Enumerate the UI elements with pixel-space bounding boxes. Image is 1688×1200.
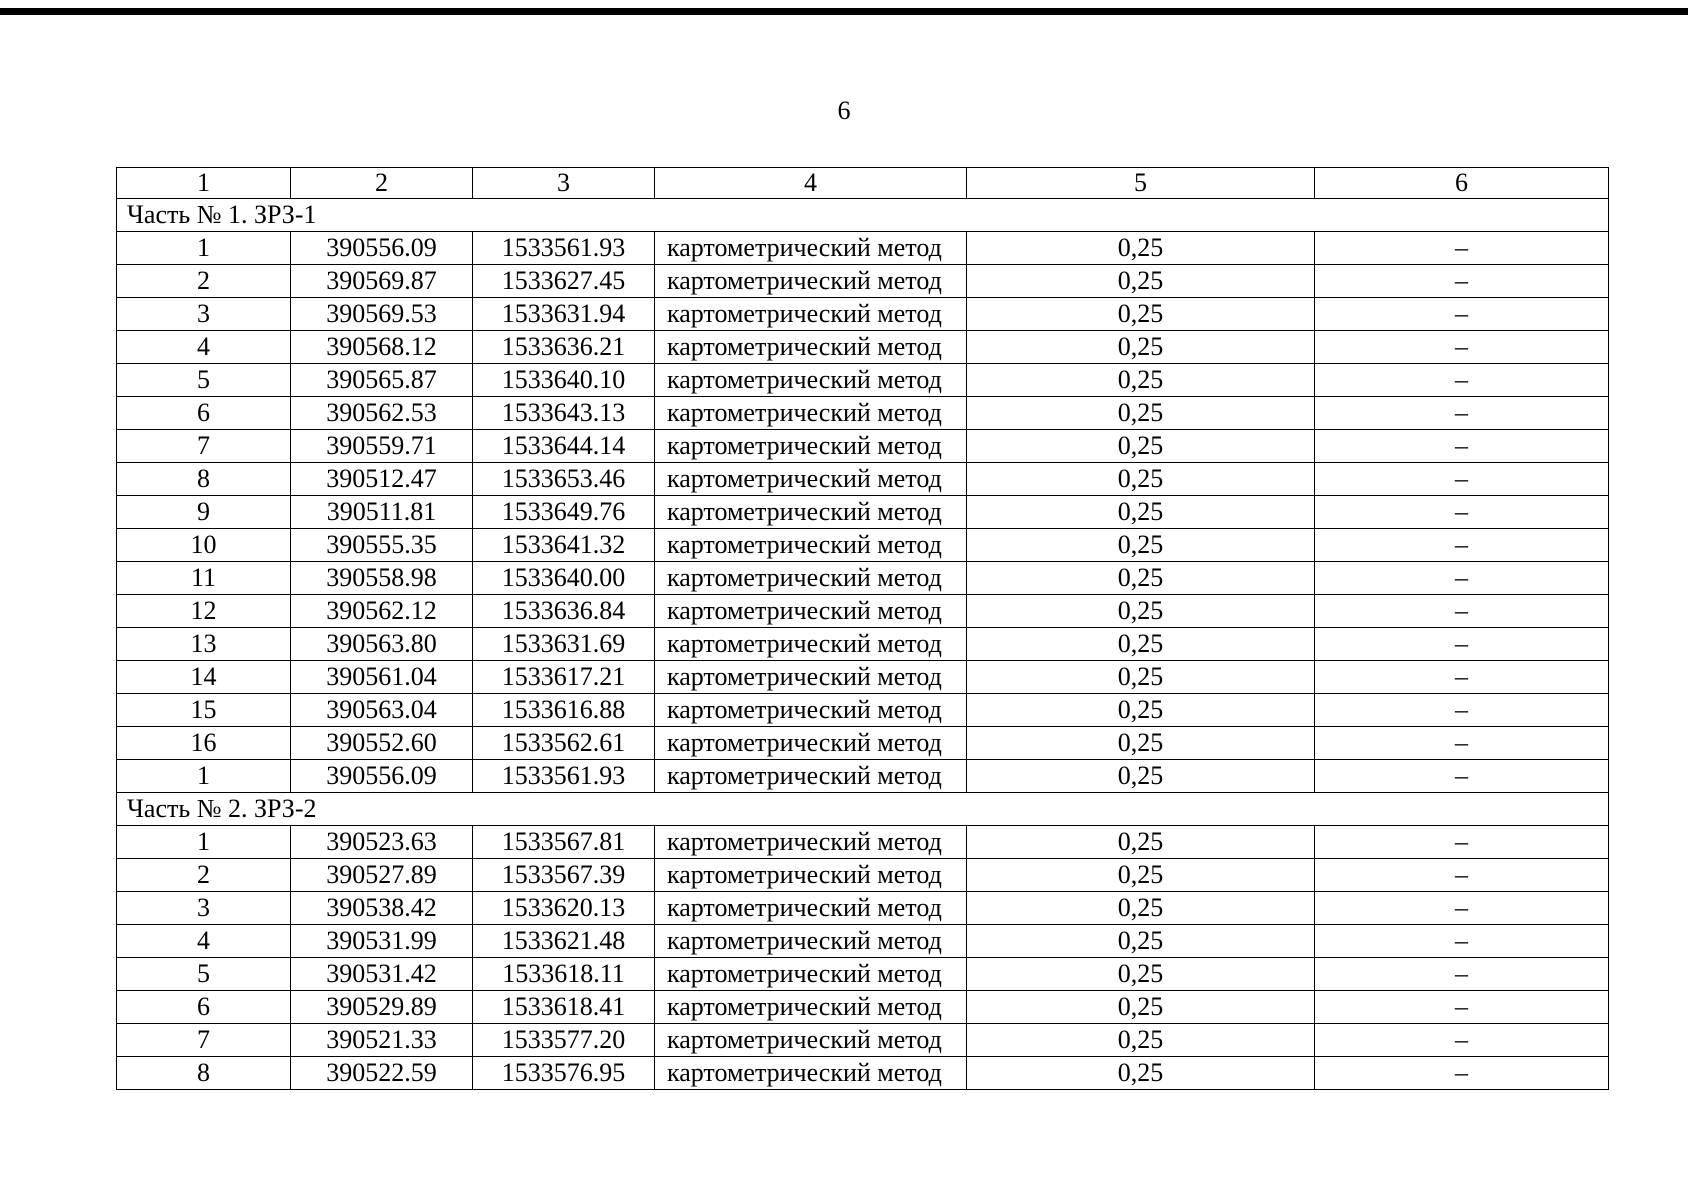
x-coordinate-cell: 390565.87 (291, 364, 473, 397)
accuracy-cell: 0,25 (967, 298, 1315, 331)
y-coordinate-cell: 1533618.11 (473, 958, 655, 991)
notes-cell: – (1315, 628, 1609, 661)
point-number-cell: 11 (117, 562, 291, 595)
x-coordinate-cell: 390562.53 (291, 397, 473, 430)
column-header: 5 (967, 168, 1315, 199)
method-cell: картометрический метод (655, 760, 967, 793)
method-cell: картометрический метод (655, 265, 967, 298)
point-number-cell: 6 (117, 397, 291, 430)
x-coordinate-cell: 390568.12 (291, 331, 473, 364)
notes-cell: – (1315, 463, 1609, 496)
y-coordinate-cell: 1533562.61 (473, 727, 655, 760)
accuracy-cell: 0,25 (967, 628, 1315, 661)
table-row (117, 232, 1609, 265)
notes-cell: – (1315, 892, 1609, 925)
notes-cell: – (1315, 331, 1609, 364)
point-number-cell: 7 (117, 1024, 291, 1057)
table-row (117, 859, 1609, 892)
point-number-cell: 12 (117, 595, 291, 628)
column-header: 1 (117, 168, 291, 199)
y-coordinate-cell: 1533653.46 (473, 463, 655, 496)
table-row (117, 298, 1609, 331)
coordinates-table (116, 167, 1609, 1090)
method-cell: картометрический метод (655, 958, 967, 991)
accuracy-cell: 0,25 (967, 859, 1315, 892)
y-coordinate-cell: 1533644.14 (473, 430, 655, 463)
accuracy-cell: 0,25 (967, 694, 1315, 727)
x-coordinate-cell: 390529.89 (291, 991, 473, 1024)
y-coordinate-cell: 1533616.88 (473, 694, 655, 727)
method-cell: картометрический метод (655, 430, 967, 463)
x-coordinate-cell: 390511.81 (291, 496, 473, 529)
x-coordinate-cell: 390522.59 (291, 1057, 473, 1090)
method-cell: картометрический метод (655, 397, 967, 430)
table-row (117, 1024, 1609, 1057)
notes-cell: – (1315, 364, 1609, 397)
method-cell: картометрический метод (655, 661, 967, 694)
y-coordinate-cell: 1533643.13 (473, 397, 655, 430)
accuracy-cell: 0,25 (967, 397, 1315, 430)
method-cell: картометрический метод (655, 232, 967, 265)
point-number-cell: 2 (117, 859, 291, 892)
table-row (117, 265, 1609, 298)
y-coordinate-cell: 1533618.41 (473, 991, 655, 1024)
method-cell: картометрический метод (655, 925, 967, 958)
x-coordinate-cell: 390563.04 (291, 694, 473, 727)
point-number-cell: 15 (117, 694, 291, 727)
notes-cell: – (1315, 529, 1609, 562)
method-cell: картометрический метод (655, 694, 967, 727)
method-cell: картометрический метод (655, 595, 967, 628)
x-coordinate-cell: 390531.42 (291, 958, 473, 991)
notes-cell: – (1315, 859, 1609, 892)
x-coordinate-cell: 390555.35 (291, 529, 473, 562)
y-coordinate-cell: 1533640.10 (473, 364, 655, 397)
table-row (117, 364, 1609, 397)
y-coordinate-cell: 1533636.21 (473, 331, 655, 364)
column-header: 4 (655, 168, 967, 199)
point-number-cell: 4 (117, 331, 291, 364)
method-cell: картометрический метод (655, 496, 967, 529)
table-row (117, 1057, 1609, 1090)
table-row (117, 529, 1609, 562)
point-number-cell: 8 (117, 1057, 291, 1090)
point-number-cell: 7 (117, 430, 291, 463)
y-coordinate-cell: 1533576.95 (473, 1057, 655, 1090)
accuracy-cell: 0,25 (967, 595, 1315, 628)
method-cell: картометрический метод (655, 859, 967, 892)
point-number-cell: 1 (117, 760, 291, 793)
x-coordinate-cell: 390556.09 (291, 760, 473, 793)
method-cell: картометрический метод (655, 529, 967, 562)
accuracy-cell: 0,25 (967, 265, 1315, 298)
accuracy-cell: 0,25 (967, 331, 1315, 364)
table-row (117, 760, 1609, 793)
point-number-cell: 10 (117, 529, 291, 562)
method-cell: картометрический метод (655, 562, 967, 595)
notes-cell: – (1315, 232, 1609, 265)
accuracy-cell: 0,25 (967, 760, 1315, 793)
notes-cell: – (1315, 595, 1609, 628)
notes-cell: – (1315, 298, 1609, 331)
method-cell: картометрический метод (655, 298, 967, 331)
table-row (117, 826, 1609, 859)
table-row (117, 331, 1609, 364)
point-number-cell: 1 (117, 232, 291, 265)
accuracy-cell: 0,25 (967, 892, 1315, 925)
x-coordinate-cell: 390569.87 (291, 265, 473, 298)
accuracy-cell: 0,25 (967, 826, 1315, 859)
notes-cell: – (1315, 397, 1609, 430)
section-title-row (117, 793, 1609, 826)
x-coordinate-cell: 390558.98 (291, 562, 473, 595)
notes-cell: – (1315, 958, 1609, 991)
header-row (117, 168, 1609, 199)
y-coordinate-cell: 1533617.21 (473, 661, 655, 694)
accuracy-cell: 0,25 (967, 562, 1315, 595)
section-title-row (117, 199, 1609, 232)
notes-cell: – (1315, 760, 1609, 793)
table-row (117, 892, 1609, 925)
table-row (117, 430, 1609, 463)
notes-cell: – (1315, 826, 1609, 859)
table-row (117, 958, 1609, 991)
y-coordinate-cell: 1533567.39 (473, 859, 655, 892)
point-number-cell: 6 (117, 991, 291, 1024)
section-title: Часть № 2. ЗРЗ-2 (117, 793, 1609, 826)
table-row (117, 925, 1609, 958)
method-cell: картометрический метод (655, 991, 967, 1024)
accuracy-cell: 0,25 (967, 430, 1315, 463)
table-row (117, 727, 1609, 760)
table-row (117, 694, 1609, 727)
accuracy-cell: 0,25 (967, 958, 1315, 991)
table-row (117, 463, 1609, 496)
y-coordinate-cell: 1533561.93 (473, 760, 655, 793)
notes-cell: – (1315, 1024, 1609, 1057)
table-row (117, 628, 1609, 661)
notes-cell: – (1315, 562, 1609, 595)
method-cell: картометрический метод (655, 331, 967, 364)
method-cell: картометрический метод (655, 727, 967, 760)
y-coordinate-cell: 1533621.48 (473, 925, 655, 958)
method-cell: картометрический метод (655, 628, 967, 661)
accuracy-cell: 0,25 (967, 925, 1315, 958)
x-coordinate-cell: 390512.47 (291, 463, 473, 496)
x-coordinate-cell: 390521.33 (291, 1024, 473, 1057)
method-cell: картометрический метод (655, 364, 967, 397)
point-number-cell: 13 (117, 628, 291, 661)
page-number: 6 (837, 96, 851, 125)
y-coordinate-cell: 1533649.76 (473, 496, 655, 529)
point-number-cell: 1 (117, 826, 291, 859)
notes-cell: – (1315, 1057, 1609, 1090)
method-cell: картометрический метод (655, 463, 967, 496)
top-border-rule (0, 8, 1688, 15)
accuracy-cell: 0,25 (967, 661, 1315, 694)
accuracy-cell: 0,25 (967, 463, 1315, 496)
x-coordinate-cell: 390552.60 (291, 727, 473, 760)
y-coordinate-cell: 1533620.13 (473, 892, 655, 925)
point-number-cell: 8 (117, 463, 291, 496)
table-body (117, 168, 1609, 1090)
point-number-cell: 2 (117, 265, 291, 298)
accuracy-cell: 0,25 (967, 1057, 1315, 1090)
accuracy-cell: 0,25 (967, 529, 1315, 562)
y-coordinate-cell: 1533561.93 (473, 232, 655, 265)
notes-cell: – (1315, 430, 1609, 463)
point-number-cell: 9 (117, 496, 291, 529)
table-row (117, 397, 1609, 430)
method-cell: картометрический метод (655, 1057, 967, 1090)
point-number-cell: 3 (117, 298, 291, 331)
column-header: 3 (473, 168, 655, 199)
x-coordinate-cell: 390531.99 (291, 925, 473, 958)
point-number-cell: 5 (117, 958, 291, 991)
column-header: 2 (291, 168, 473, 199)
x-coordinate-cell: 390556.09 (291, 232, 473, 265)
column-header: 6 (1315, 168, 1609, 199)
x-coordinate-cell: 390559.71 (291, 430, 473, 463)
y-coordinate-cell: 1533640.00 (473, 562, 655, 595)
point-number-cell: 4 (117, 925, 291, 958)
point-number-cell: 14 (117, 661, 291, 694)
x-coordinate-cell: 390561.04 (291, 661, 473, 694)
table-row (117, 595, 1609, 628)
x-coordinate-cell: 390538.42 (291, 892, 473, 925)
accuracy-cell: 0,25 (967, 232, 1315, 265)
x-coordinate-cell: 390527.89 (291, 859, 473, 892)
table-row (117, 991, 1609, 1024)
accuracy-cell: 0,25 (967, 1024, 1315, 1057)
x-coordinate-cell: 390562.12 (291, 595, 473, 628)
accuracy-cell: 0,25 (967, 991, 1315, 1024)
notes-cell: – (1315, 496, 1609, 529)
y-coordinate-cell: 1533577.20 (473, 1024, 655, 1057)
point-number-cell: 5 (117, 364, 291, 397)
y-coordinate-cell: 1533631.94 (473, 298, 655, 331)
table-row (117, 562, 1609, 595)
notes-cell: – (1315, 991, 1609, 1024)
method-cell: картометрический метод (655, 826, 967, 859)
y-coordinate-cell: 1533627.45 (473, 265, 655, 298)
y-coordinate-cell: 1533631.69 (473, 628, 655, 661)
notes-cell: – (1315, 661, 1609, 694)
method-cell: картометрический метод (655, 892, 967, 925)
notes-cell: – (1315, 694, 1609, 727)
method-cell: картометрический метод (655, 1024, 967, 1057)
notes-cell: – (1315, 265, 1609, 298)
y-coordinate-cell: 1533641.32 (473, 529, 655, 562)
point-number-cell: 3 (117, 892, 291, 925)
notes-cell: – (1315, 727, 1609, 760)
table-row (117, 661, 1609, 694)
accuracy-cell: 0,25 (967, 727, 1315, 760)
x-coordinate-cell: 390563.80 (291, 628, 473, 661)
x-coordinate-cell: 390523.63 (291, 826, 473, 859)
notes-cell: – (1315, 925, 1609, 958)
section-title: Часть № 1. ЗРЗ-1 (117, 199, 1609, 232)
y-coordinate-cell: 1533567.81 (473, 826, 655, 859)
table-row (117, 496, 1609, 529)
point-number-cell: 16 (117, 727, 291, 760)
y-coordinate-cell: 1533636.84 (473, 595, 655, 628)
accuracy-cell: 0,25 (967, 364, 1315, 397)
accuracy-cell: 0,25 (967, 496, 1315, 529)
x-coordinate-cell: 390569.53 (291, 298, 473, 331)
